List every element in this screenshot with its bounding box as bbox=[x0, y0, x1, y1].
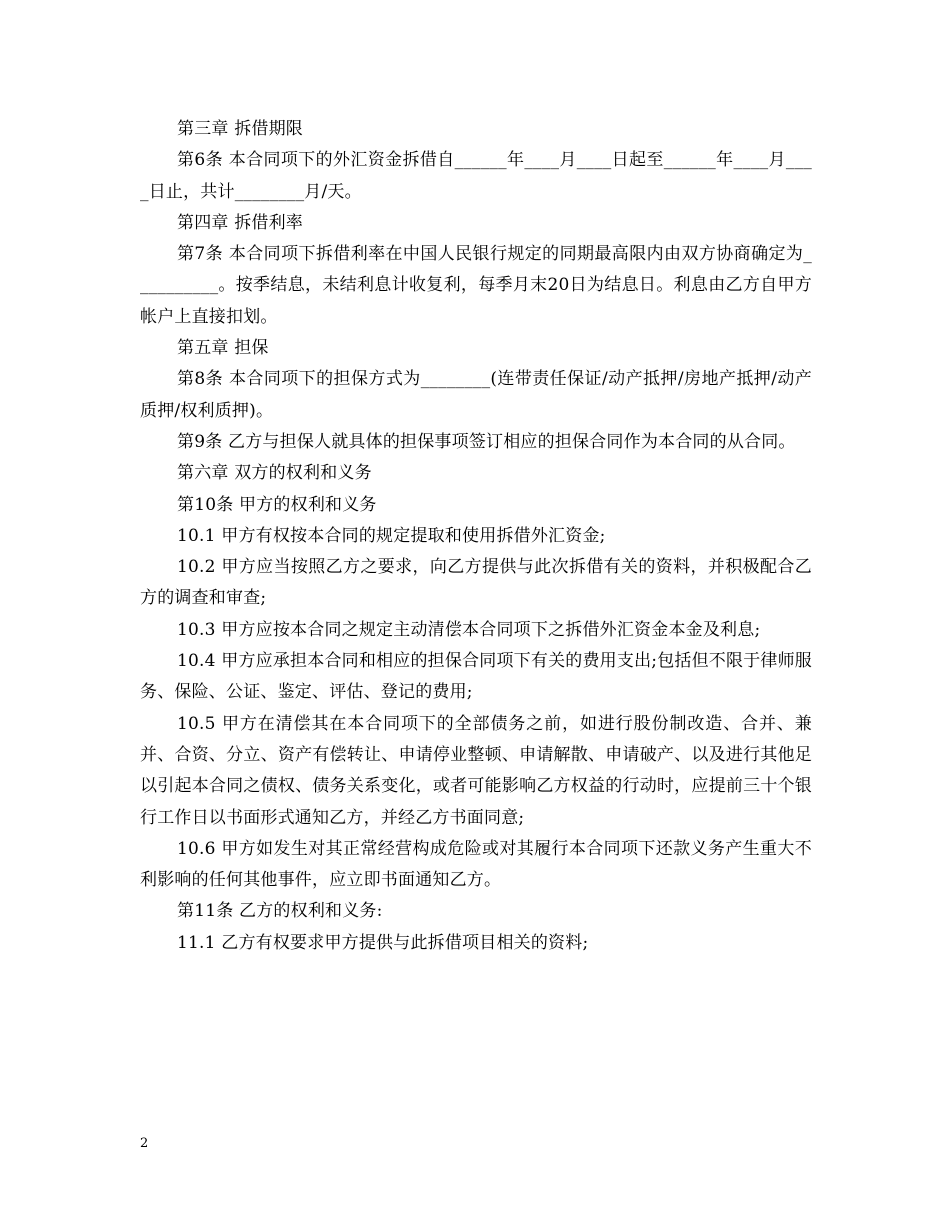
clause-10-1: 10.1 甲方有权按本合同的规定提取和使用拆借外汇资金; bbox=[177, 525, 606, 546]
chapter-heading-6: 第六章 双方的权利和义务 bbox=[177, 463, 372, 484]
document-body bbox=[140, 114, 812, 959]
article-10: 第10条 甲方的权利和义务 bbox=[177, 494, 377, 515]
clause-10-6: 10.6 甲方如发生对其正常经营构成危险或对其履行本合同项下还款义务产生重大不利影响的任何其他事件，应立即书面通知乙方。 bbox=[140, 838, 812, 891]
chapter-heading-4: 第四章 拆借利率 bbox=[177, 212, 304, 233]
page-number: 2 bbox=[140, 1136, 149, 1151]
chapter-heading-3: 第三章 拆借期限 bbox=[177, 119, 304, 139]
chapter-heading-5: 第五章 担保 bbox=[177, 338, 269, 359]
article-11: 第11条 乙方的权利和义务: bbox=[177, 901, 383, 922]
article-7: 第7条 本合同项下拆借利率在中国人民银行规定的同期最高限内由双方协商确定为__________。按季结息，未结利息计收复利，每季月末20日为结息日。利息由乙方自甲方帐户上直接扣划。 bbox=[140, 244, 812, 327]
clause-10-5: 10.5 甲方在清偿其在本合同项下的全部债务之前，如进行股份制改造、合并、兼并、合资、分立、资产有偿转让、申请停业整顿、申请解散、申请破产、以及进行其他足以引起本合同之债权、债务关系变化，或者可能影响乙方权益的行动时，应提前三十个银行工作日以书面形式通知乙方，并经乙方书面同意; bbox=[140, 713, 812, 828]
article-9: 第9条 乙方与担保人就具体的担保事项签订相应的担保合同作为本合同的从合同。 bbox=[177, 431, 796, 452]
clause-10-3: 10.3 甲方应按本合同之规定主动清偿本合同项下之拆借外汇资金本金及利息; bbox=[177, 619, 761, 640]
article-6: 第6条 本合同项下的外汇资金拆借自______年____月____日起至______年____月____日止，共计________月/天。 bbox=[140, 150, 812, 202]
clause-11-1: 11.1 乙方有权要求甲方提供与此拆借项目相关的资料; bbox=[177, 932, 589, 953]
clause-10-2: 10.2 甲方应当按照乙方之要求，向乙方提供与此次拆借有关的资料，并积极配合乙方的调查和审查; bbox=[140, 557, 812, 609]
clause-10-4: 10.4 甲方应承担本合同和相应的担保合同项下有关的费用支出;包括但不限于律师服务、保险、公证、鉴定、评估、登记的费用; bbox=[140, 651, 812, 703]
article-8: 第8条 本合同项下的担保方式为________(连带责任保证/动产抵押/房地产抵押/动产质押/权利质押)。 bbox=[140, 369, 812, 421]
